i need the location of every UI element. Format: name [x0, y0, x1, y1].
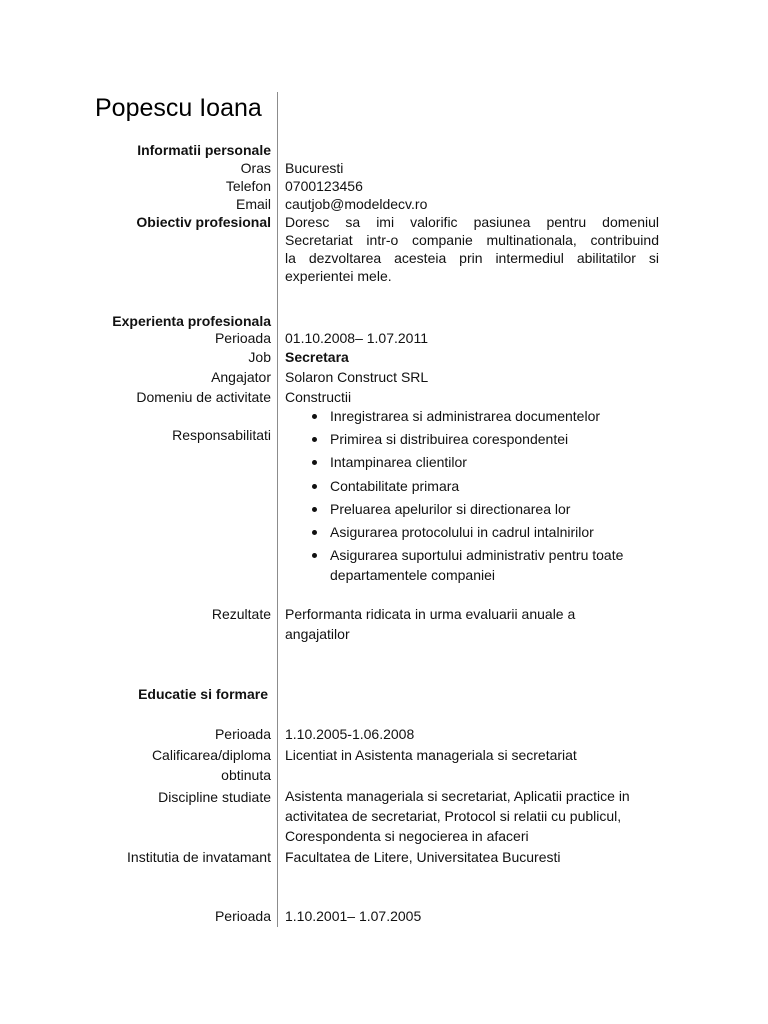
- email-value: cautjob@modeldecv.ro: [285, 196, 428, 212]
- employer-value: Solaron Construct SRL: [285, 369, 429, 385]
- list-item-text: Primirea si distribuirea corespondentei: [330, 431, 569, 448]
- list-item-text: departamentele companiei: [330, 567, 495, 584]
- cv-name: Popescu Ioana: [95, 94, 262, 122]
- institution-value: Facultatea de Litere, Universitatea Bucuresti: [285, 849, 561, 865]
- domain-value: Constructii: [285, 389, 352, 405]
- list-item: [285, 429, 665, 449]
- edu2-period-value: 1.10.2001– 1.07.2005: [285, 908, 422, 924]
- city-value: Bucuresti: [285, 160, 344, 176]
- bullet-icon: [312, 460, 317, 465]
- qualification-label-line: obtinuta: [221, 767, 271, 783]
- responsibilities-label: Responsabilitati: [172, 427, 271, 443]
- objective-line: experientei mele.: [285, 268, 392, 284]
- city-label: Oras: [240, 160, 271, 176]
- qualification-label: [152, 745, 271, 785]
- responsibilities-list: [285, 406, 665, 588]
- disciplines-line: activitatea de secretariat, Protocol si relatii cu publicul,: [285, 808, 622, 824]
- domain-label: Domeniu de activitate: [136, 389, 271, 405]
- edu1-period-label: Perioada: [214, 726, 271, 742]
- disciplines-line: Corespondenta si negocierea in afaceri: [285, 828, 529, 844]
- list-item-text: Contabilitate primara: [330, 477, 460, 494]
- objective-line: Secretariat intr-o companie multinationala, contribuind: [285, 232, 659, 248]
- list-item-text: Inregistrarea si administrarea documentelor: [330, 408, 601, 424]
- objective-line: Doresc sa imi valorific pasiunea pentru domeniul: [285, 214, 659, 230]
- education-heading: Educatie si formare: [138, 686, 268, 702]
- edu1-period-value: 1.10.2005-1.06.2008: [285, 726, 415, 742]
- list-item-text: Asigurarea protocolului in cadrul intalnirilor: [330, 523, 594, 540]
- bullet-icon: [312, 484, 317, 489]
- results-text: [285, 604, 665, 644]
- disciplines-line: Asistenta manageriala si secretariat, Aplicatii practice in: [285, 788, 630, 804]
- qualification-value: Licentiat in Asistenta manageriala si secretariat: [285, 747, 577, 763]
- list-item: [285, 545, 665, 585]
- bullet-icon: [312, 414, 317, 419]
- email-label: Email: [235, 196, 271, 212]
- bullet-icon: [312, 437, 317, 442]
- personal-info-heading: Informatii personale: [137, 142, 271, 158]
- edu2-period-label: Perioada: [214, 908, 271, 924]
- list-item-text: Preluarea apelurilor si directionarea lor: [330, 500, 571, 517]
- list-item-text: Intampinarea clientilor: [330, 454, 467, 471]
- employer-label: Angajator: [211, 369, 271, 385]
- disciplines-text: [285, 786, 665, 846]
- phone-label: Telefon: [225, 178, 271, 194]
- job-label: Job: [248, 349, 271, 365]
- objective-line: la dezvoltarea acesteia prin intermediul abilitatilor si: [285, 250, 659, 266]
- list-item-text: Asigurarea suportului administrativ pentru toate: [330, 547, 624, 564]
- phone-value: 0700123456: [285, 178, 363, 194]
- list-item: [285, 406, 665, 426]
- qualification-label-line: Calificarea/diploma: [151, 747, 271, 763]
- bullet-icon: [312, 530, 317, 535]
- list-item: [285, 476, 665, 496]
- list-item: [285, 499, 665, 519]
- results-label: Rezultate: [211, 606, 271, 622]
- list-item: [285, 522, 665, 542]
- disciplines-label: Discipline studiate: [158, 789, 271, 805]
- bullet-icon: [312, 507, 317, 512]
- objective-text: [285, 213, 659, 285]
- experience-heading: Experienta profesionala: [112, 313, 271, 329]
- institution-label: Institutia de invatamant: [127, 849, 271, 865]
- exp-period-value: 01.10.2008– 1.07.2011: [285, 330, 428, 346]
- column-divider: [277, 92, 278, 927]
- results-line: angajatilor: [285, 626, 350, 642]
- exp-period-label: Perioada: [214, 330, 271, 346]
- list-item: [285, 452, 665, 472]
- objective-label: Obiectiv profesional: [136, 214, 271, 230]
- bullet-icon: [312, 553, 317, 558]
- results-line: Performanta ridicata in urma evaluarii anuale a: [285, 606, 576, 622]
- job-value: Secretara: [285, 349, 349, 365]
